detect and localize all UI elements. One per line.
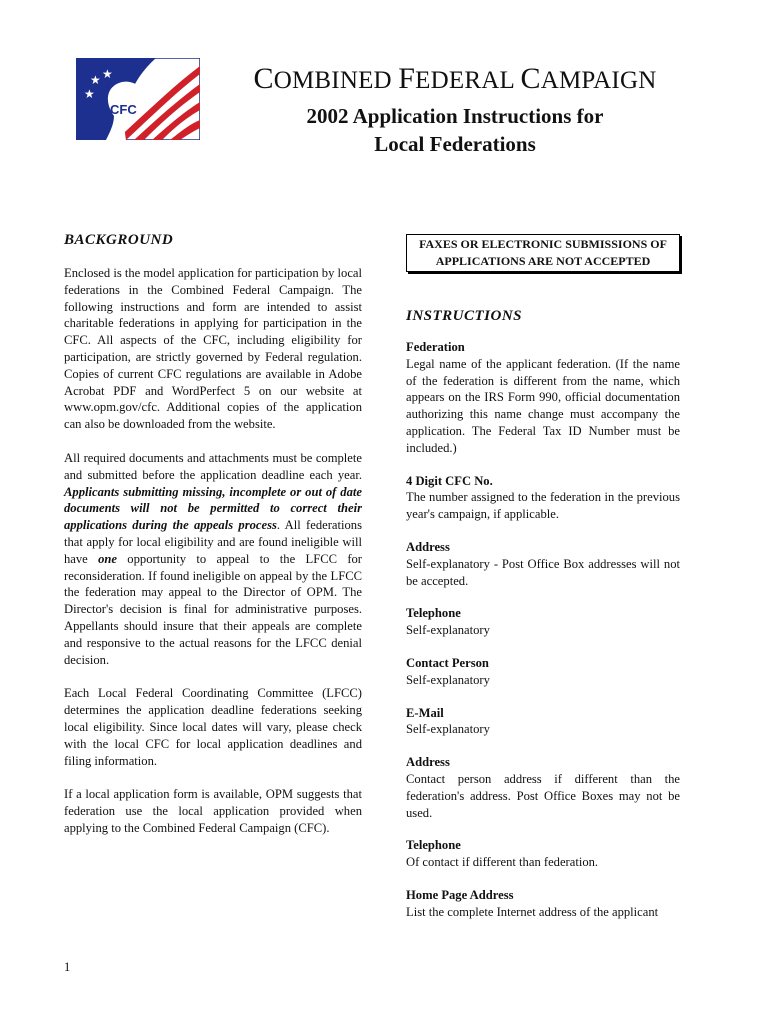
submission-notice-box: FAXES OR ELECTRONIC SUBMISSIONS OF APPLICATIONS ARE NOT ACCEPTED (406, 234, 680, 272)
field-description: Self-explanatory (406, 672, 490, 687)
instruction-field (406, 837, 680, 871)
background-column (64, 232, 362, 854)
field-label: Telephone (406, 838, 461, 853)
instructions-column (406, 232, 680, 937)
cfc-logo (76, 58, 200, 140)
svg-text:★: ★ (84, 87, 95, 101)
instruction-field (406, 887, 680, 921)
instruction-field (406, 605, 680, 639)
field-description: Self-explanatory - Post Office Box addresses will not be accepted. (406, 556, 680, 588)
page-number: 1 (64, 960, 71, 974)
instructions-heading: INSTRUCTIONS (406, 308, 523, 324)
field-label: E-Mail (406, 705, 444, 720)
instruction-fields (406, 339, 680, 921)
background-paragraph-4: If a local application form is available, OPM suggests that federation use the local application provided when applying to the Combined Federal Campaign (CFC). (64, 787, 362, 835)
background-paragraph-1: Enclosed is the model application for participation by local federations in the Combined Federal Campaign. The following instructions and form are intended to assist charitable federations in applying for participation in the CFC. All aspects of the CFC, including eligibility for participation, are strictly governed by Federal regulation. Copies of current CFC regulations are available in Adobe Acrobat PDF and WordPerfect 5 on our website at www.opm.gov/cfc. Additional copies of the application can also be downloaded from the website. (64, 266, 362, 432)
field-description: Legal name of the applicant federation. (If the name of the federation is different from the name, which appears on the IRS Form 990, official documentation authorizing this name change must accompany the application. The Federal Tax ID Number must be included.) (406, 356, 680, 455)
field-label: Telephone (406, 606, 461, 621)
svg-text:★: ★ (102, 67, 113, 81)
field-label: Contact Person (406, 655, 489, 670)
background-heading: BACKGROUND (64, 232, 174, 248)
instruction-field (406, 754, 680, 821)
instruction-field (406, 655, 680, 689)
field-description: Self-explanatory (406, 722, 490, 737)
field-description: The number assigned to the federation in the previous year's campaign, if applicable. (406, 490, 680, 522)
field-description: Self-explanatory (406, 623, 490, 638)
field-label: Home Page Address (406, 887, 514, 902)
document-header (220, 64, 690, 158)
instruction-field (406, 473, 680, 523)
field-label: Address (406, 755, 450, 770)
background-paragraph-3: Each Local Federal Coordinating Committee (LFCC) determines the application deadline federations seeking local eligibility. Since local dates will vary, please check with the local CFC for local application deadlines and filing information. (64, 686, 362, 768)
field-description: List the complete Internet address of the applicant (406, 904, 659, 919)
document-title: COMBINED FEDERAL CAMPAIGN (253, 62, 657, 95)
field-description: Contact person address if different than the federation's address. Post Office Boxes may not be used. (406, 771, 680, 820)
instruction-field (406, 539, 680, 589)
logo-text: CFC (110, 102, 137, 117)
field-label: Federation (406, 340, 465, 354)
document-subtitle: 2002 Application Instructions for Local Federations (306, 104, 604, 156)
instruction-field (406, 705, 680, 739)
field-description: Of contact if different than federation. (406, 855, 599, 870)
background-paragraph-2: All required documents and attachments must be complete and submitted before the application deadline each year. Applicants submitting missing, incomplete or out of date documents will not be permitted to correct their applications during the appeals process. All federations that apply for local eligibility and are found ineligible will have one opportunity to appeal to the LFCC for reconsideration. If found ineligible on appeal by the LFCC the federation may appeal to the Director of OPM. The Director's decision is final for administrative purposes. Appellants should insure that their appeals are complete and responsive to the actual reasons for the LFCC denial decision. (64, 450, 363, 667)
field-label: 4 Digit CFC No. (406, 473, 493, 488)
svg-text:★: ★ (90, 73, 101, 87)
instruction-field (406, 339, 680, 457)
field-label: Address (406, 539, 450, 554)
